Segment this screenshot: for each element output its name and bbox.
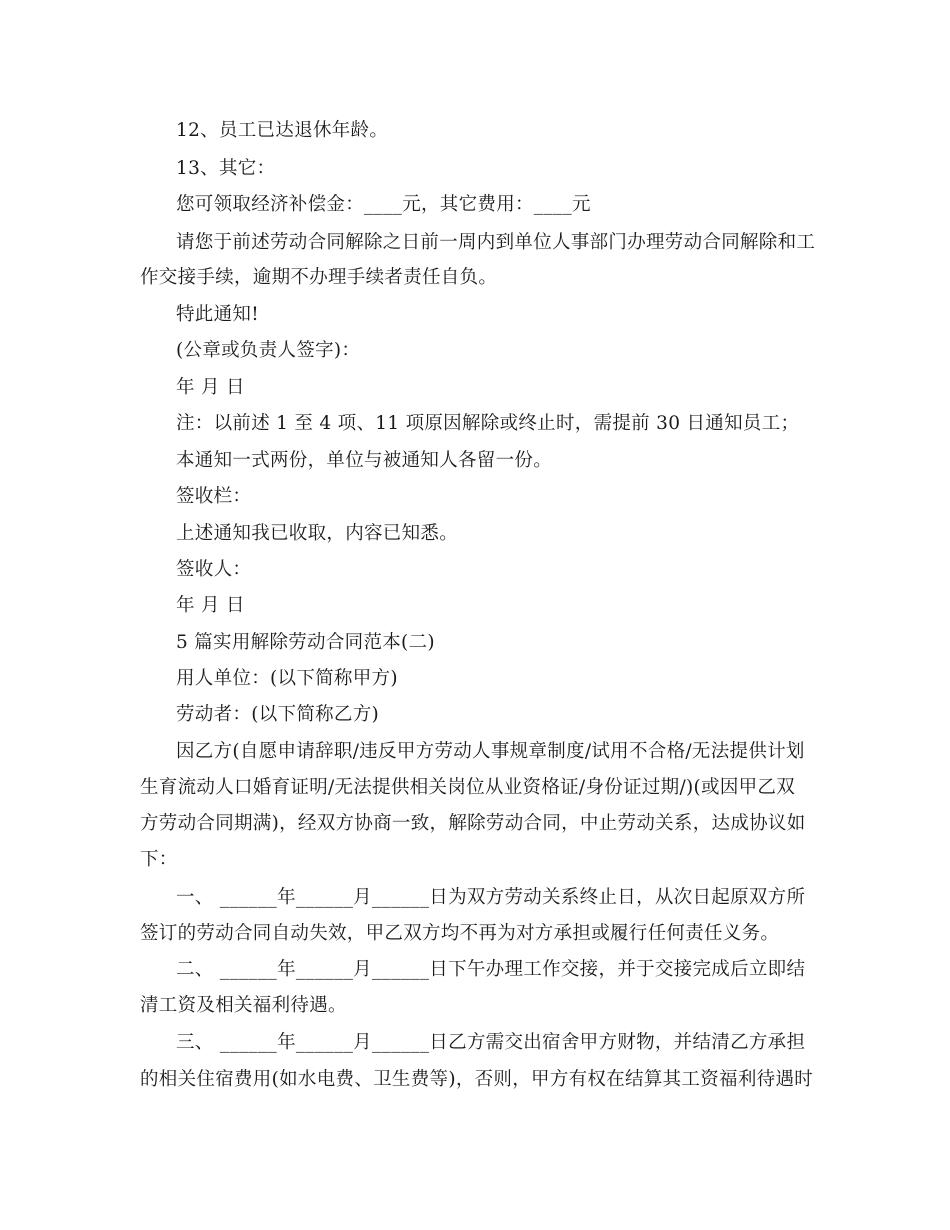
- signer-label: 签收人：: [176, 559, 252, 580]
- paragraph-line: 生育流动人口婚育证明/无法提供相关岗位从业资格证/身份证过期/)(或因甲乙双: [140, 777, 796, 798]
- text-line: 12、员工已达退休年龄。: [176, 120, 389, 141]
- section-title: 5 篇实用解除劳动合同范本(二): [176, 632, 435, 653]
- text-line: 特此通知!: [176, 304, 259, 325]
- paragraph-line: 方劳动合同期满)，经双方协商一致，解除劳动合同，中止劳动关系，达成协议如: [140, 813, 806, 834]
- paragraph-line: 下：: [140, 849, 178, 870]
- paragraph-line: 请您于前述劳动合同解除之日前一周内到单位人事部门办理劳动合同解除和工: [176, 232, 816, 253]
- party-a-line: 用人单位：(以下简称甲方): [176, 668, 398, 689]
- text-line: 本通知一式两份，单位与被通知人各留一份。: [176, 450, 553, 471]
- party-b-line: 劳动者：(以下简称乙方): [176, 704, 380, 725]
- paragraph-line: 作交接手续，逾期不办理手续者责任自负。: [140, 267, 498, 288]
- clause-line: 二、 ______年______月______日下午办理工作交接，并于交接完成后立即结: [176, 959, 806, 980]
- clause-line: 签订的劳动合同自动失效，甲乙双方均不再为对方承担或履行任何责任义务。: [140, 923, 780, 944]
- text-line: 13、其它：: [176, 158, 276, 179]
- clause-line: 的相关住宿费用(如水电费、卫生费等)，否则，甲方有权在结算其工资福利待遇时: [140, 1069, 814, 1090]
- date-line: 年 月 日: [176, 595, 245, 616]
- receipt-label: 签收栏：: [176, 486, 252, 507]
- date-line: 年 月 日: [176, 377, 245, 398]
- clause-line: 一、 ______年______月______日为双方劳动关系终止日，从次日起原双方所: [176, 887, 806, 908]
- clause-line: 三、 ______年______月______日乙方需交出宿舍甲方财物，并结清乙方承担: [176, 1032, 806, 1053]
- note-line: 注：以前述 1 至 4 项、11 项原因解除或终止时，需提前 30 日通知员工；: [176, 413, 800, 434]
- clause-line: 清工资及相关福利待遇。: [140, 995, 347, 1016]
- text-line: 上述通知我已收取，内容已知悉。: [176, 523, 459, 544]
- paragraph-line: 因乙方(自愿申请辞职/违反甲方劳动人事规章制度/试用不合格/无法提供计划: [176, 741, 805, 762]
- text-line: 您可领取经济补偿金：____元，其它费用：____元: [176, 194, 591, 215]
- signature-label: (公章或负责人签字)：: [176, 340, 361, 361]
